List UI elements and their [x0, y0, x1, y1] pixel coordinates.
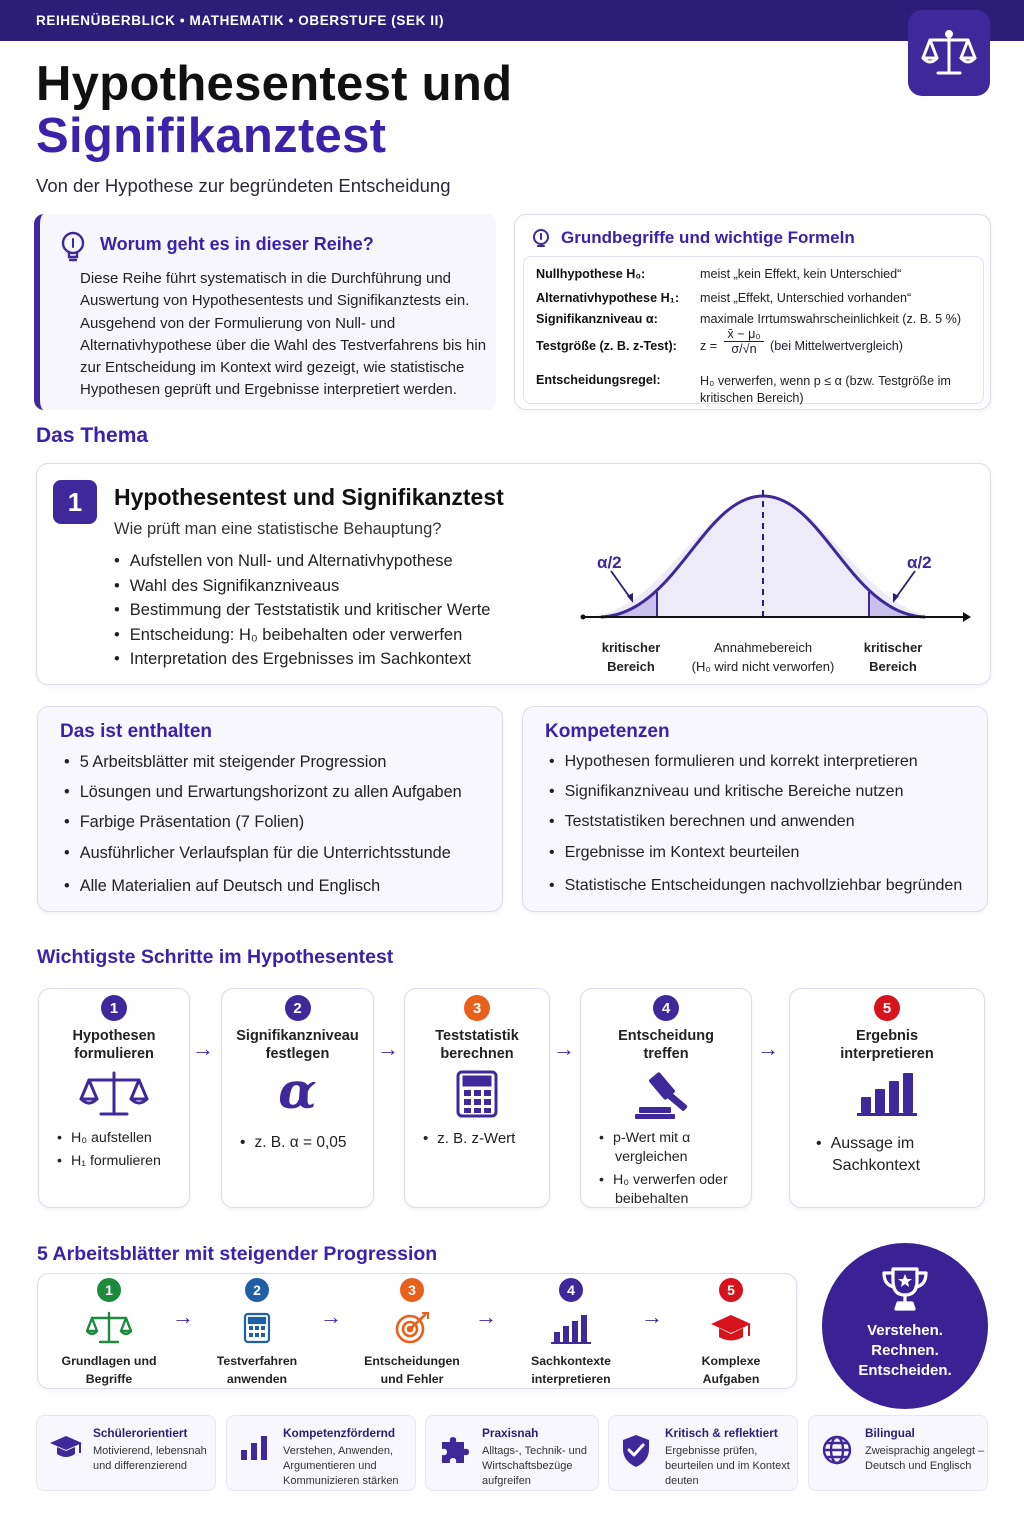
calculator-icon: [455, 1069, 499, 1119]
step-title: Teststatistik berechnen: [435, 1028, 519, 1062]
formula-label: Signifikanzniveau α:: [536, 312, 658, 326]
acceptance-label: Annahmebereich: [713, 640, 813, 655]
sheets-card: [37, 1273, 797, 1389]
arrow-right-icon: →: [641, 1304, 663, 1329]
lightbulb-icon: [58, 230, 88, 262]
bar-chart-icon: [857, 1069, 917, 1117]
z-formula-numerator: x̄ − μ₀: [724, 327, 764, 342]
lightbulb-icon: [531, 228, 551, 250]
formula-title: Grundbegriffe und wichtige Formeln: [561, 228, 855, 247]
formula-label: Testgröße (z. B. z-Test):: [536, 339, 677, 353]
graduation-cap-icon: [709, 1312, 753, 1344]
left-region-label: kritischer: [601, 640, 661, 655]
list-item: • z. B. α = 0,05: [240, 1133, 347, 1152]
arrow-right-icon: →: [172, 1304, 194, 1329]
shield-check-icon: [621, 1434, 651, 1468]
list-item: • Entscheidung: H₀ beibehalten oder verwerfen: [114, 626, 490, 651]
list-item: • Statistische Entscheidungen nachvollziehbar begründen: [549, 877, 962, 895]
step-card: [404, 988, 550, 1208]
step-bullets: [423, 1129, 515, 1152]
step-title: Ergebnis interpretieren: [840, 1028, 934, 1062]
motto-text: Verstehen. Rechnen. Entscheiden.: [858, 1322, 952, 1379]
step-bullets: [816, 1133, 926, 1181]
graduation-cap-icon: [49, 1434, 83, 1462]
sheet-number: 3: [400, 1278, 424, 1302]
sheet-number: 5: [719, 1278, 743, 1302]
left-region-label: Bereich: [607, 659, 655, 674]
enthalten-title: Das ist enthalten: [60, 721, 213, 742]
feature-text: Alltags-, Technik- und Wirtschaftsbezüge aufgreifen: [482, 1445, 587, 1487]
thema-question: Wie prüft man eine statistische Behauptung?: [114, 520, 442, 538]
right-region-label: kritischer: [863, 640, 923, 655]
list-item: • Signifikanzniveau und kritische Bereiche nutzen: [549, 783, 962, 813]
arrow-right-icon: →: [320, 1304, 342, 1329]
list-item: • Lösungen und Erwartungshorizont zu allen Aufgaben: [64, 783, 462, 813]
formula-value: H₀ verwerfen, wenn p ≤ α (bzw. Testgröße im kritischen Bereich): [700, 374, 951, 405]
intro-text: Diese Reihe führt systematisch in die Durchführung und Auswertung von Hypothesentests und Signifikanztests ein. Ausgehend von der Formulierung von Null- und Alternativhypothese über die Wahl des Testverfahrens bis hin zur Entscheidung im Kontext wird gezeigt, wie statistische Hypothesen geprüft und Ergebnisse interpretiert werden.: [80, 270, 487, 399]
list-item: • Interpretation des Ergebnisses im Sachkontext: [114, 650, 490, 675]
alpha-icon: α: [278, 1061, 317, 1120]
acceptance-label: (H₀ wird nicht verworfen): [691, 659, 835, 674]
list-item: • Ergebnisse im Kontext beurteilen: [549, 844, 962, 877]
thema-card: [36, 463, 991, 685]
step-title: Hypothesen formulieren: [72, 1028, 156, 1062]
formula-card: [514, 214, 991, 410]
alpha-left-arrow: [611, 571, 631, 599]
thema-title: Hypothesentest und Signifikanztest: [114, 484, 504, 510]
feature-tile: [36, 1415, 216, 1491]
list-item: • Aussage im Sachkontext: [816, 1133, 926, 1177]
list-item: • Teststatistiken berechnen und anwenden: [549, 813, 962, 844]
feature-text: Ergebnisse prüfen, beurteilen und im Kontext deuten: [665, 1445, 790, 1487]
intro-card: [34, 214, 496, 410]
list-item: • Wahl des Signifikanzniveaus: [114, 577, 490, 602]
worksheet-item: [666, 1278, 796, 1388]
formula-value: meist „Effekt, Unterschied vorhanden“: [700, 291, 912, 305]
alpha-right-label: α/2: [907, 553, 932, 572]
list-item: • Bestimmung der Teststatistik und kritischer Werte: [114, 601, 490, 626]
kompetenzen-card: [522, 706, 988, 912]
list-item: • H₀ aufstellen: [57, 1129, 161, 1148]
step-title: Signifikanzniveau festlegen: [236, 1028, 359, 1062]
step-card: [221, 988, 374, 1208]
z-formula-fraction: [724, 327, 764, 356]
step-bullets: [240, 1133, 347, 1156]
section-title-thema: Das Thema: [36, 424, 149, 447]
worksheet-item: [506, 1278, 636, 1388]
sheet-label: Grundlagen und Begriffe: [61, 1354, 157, 1386]
sheet-label: Testverfahren anwenden: [216, 1354, 298, 1386]
feature-title: Bilingual: [865, 1426, 915, 1440]
list-item: • z. B. z-Wert: [423, 1129, 515, 1148]
list-item: • H₁ formulieren: [57, 1152, 161, 1171]
calculator-icon: [243, 1312, 271, 1344]
feature-text: Verstehen, Anwenden, Argumentieren und Kommunizieren stärken: [283, 1445, 399, 1487]
page-subtitle: Von der Hypothese zur begründeten Entscheidung: [36, 175, 451, 196]
enthalten-list: [64, 753, 462, 896]
list-item: • Farbige Präsentation (7 Folien): [64, 813, 462, 844]
list-item: • H₀ verwerfen oder beibehalten: [599, 1171, 745, 1209]
feature-title: Praxisnah: [482, 1426, 539, 1440]
list-item: • Alle Materialien auf Deutsch und Englisch: [64, 877, 462, 896]
formula-table: [523, 256, 984, 404]
formula-value: (bei Mittelwertvergleich): [770, 339, 903, 353]
step-number: 4: [653, 995, 679, 1021]
scale-icon: [86, 1311, 132, 1345]
intro-title: Worum geht es in dieser Reihe?: [100, 234, 374, 254]
bar-chart-icon: [551, 1312, 591, 1344]
formula-label: Entscheidungsregel:: [536, 373, 661, 387]
arrow-right-icon: →: [475, 1304, 497, 1329]
motto-badge: [822, 1243, 988, 1409]
step-number: 3: [464, 995, 490, 1021]
feature-tile: [425, 1415, 599, 1491]
feature-tile: [808, 1415, 988, 1491]
step-number: 1: [101, 995, 127, 1021]
feature-text: Zweisprachig angelegt – Deutsch und Englisch: [865, 1445, 985, 1472]
normal-distribution-diagram: [571, 476, 981, 676]
arrow-right-icon: →: [377, 1036, 399, 1061]
scale-logo: [908, 10, 990, 96]
formula-label: Alternativhypothese H₁:: [536, 291, 680, 305]
sheet-label: Komplexe Aufgaben: [701, 1354, 761, 1386]
target-icon: [394, 1311, 430, 1345]
page-title-line2: Signifikanztest: [36, 109, 387, 163]
step-bullets: [599, 1129, 745, 1213]
z-formula-prefix: z =: [700, 339, 718, 353]
sheet-number: 2: [245, 1278, 269, 1302]
worksheet-item: [347, 1278, 477, 1388]
formula-label: Nullhypothese H₀:: [536, 267, 646, 281]
step-title: Entscheidung treffen: [618, 1028, 714, 1062]
list-item: • Hypothesen formulieren und korrekt interpretieren: [549, 753, 962, 783]
sheet-number: 4: [559, 1278, 583, 1302]
feature-title: Schülerorientiert: [93, 1426, 188, 1440]
step-card: [789, 988, 985, 1208]
page-title-line1: Hypothesentest und: [36, 57, 513, 111]
step-card: [580, 988, 752, 1208]
gavel-icon: [631, 1069, 701, 1121]
feature-text: Motivierend, lebensnah und differenzierend: [93, 1445, 207, 1472]
list-item: • Aufstellen von Null- und Alternativhypothese: [114, 552, 490, 577]
thema-number: 1: [53, 480, 97, 524]
thema-list: [114, 552, 490, 675]
feature-tile: [226, 1415, 416, 1491]
feature-title: Kompetenzfördernd: [283, 1426, 396, 1440]
alpha-left-label: α/2: [597, 553, 622, 572]
kompetenzen-list: [549, 753, 962, 895]
feature-title: Kritisch & reflektiert: [665, 1426, 778, 1440]
sheet-label: Entscheidungen und Fehler: [364, 1354, 460, 1386]
alpha-right-arrow: [895, 571, 915, 599]
scale-icon: [920, 24, 978, 82]
sheets-title: 5 Arbeitsblätter mit steigender Progression: [37, 1243, 438, 1265]
list-item: • 5 Arbeitsblätter mit steigender Progression: [64, 753, 462, 783]
bar-chart-icon: [239, 1434, 271, 1462]
worksheet-item: [192, 1278, 322, 1388]
list-item: • Ausführlicher Verlaufsplan für die Unterrichtsstunde: [64, 844, 462, 877]
top-banner: REIHENÜBERBLICK • MATHEMATIK • OBERSTUFE (SEK II): [0, 0, 1024, 41]
scale-icon: [79, 1069, 149, 1119]
arrow-right-icon: →: [757, 1036, 779, 1061]
arrow-right-icon: →: [192, 1036, 214, 1061]
list-item: • p-Wert mit α vergleichen: [599, 1129, 745, 1167]
formula-value: meist „kein Effekt, kein Unterschied“: [700, 267, 902, 281]
puzzle-icon: [438, 1434, 470, 1466]
worksheet-item: [44, 1278, 174, 1388]
step-number: 2: [285, 995, 311, 1021]
step-card: [38, 988, 190, 1208]
step-bullets: [57, 1129, 161, 1175]
right-region-label: Bereich: [869, 659, 917, 674]
arrow-right-icon: →: [553, 1036, 575, 1061]
kompetenzen-title: Kompetenzen: [545, 721, 670, 742]
steps-title: Wichtigste Schritte im Hypothesentest: [37, 946, 394, 968]
z-formula-denominator: σ/√n: [731, 342, 757, 356]
enthalten-card: [37, 706, 503, 912]
trophy-icon: [879, 1265, 931, 1313]
sheet-label: Sachkontexte interpretieren: [531, 1354, 611, 1386]
feature-tile: [608, 1415, 798, 1491]
sheet-number: 1: [97, 1278, 121, 1302]
globe-icon: [821, 1434, 853, 1466]
step-number: 5: [874, 995, 900, 1021]
formula-value: maximale Irrtumswahrscheinlichkeit (z. B. 5 %): [700, 312, 962, 326]
